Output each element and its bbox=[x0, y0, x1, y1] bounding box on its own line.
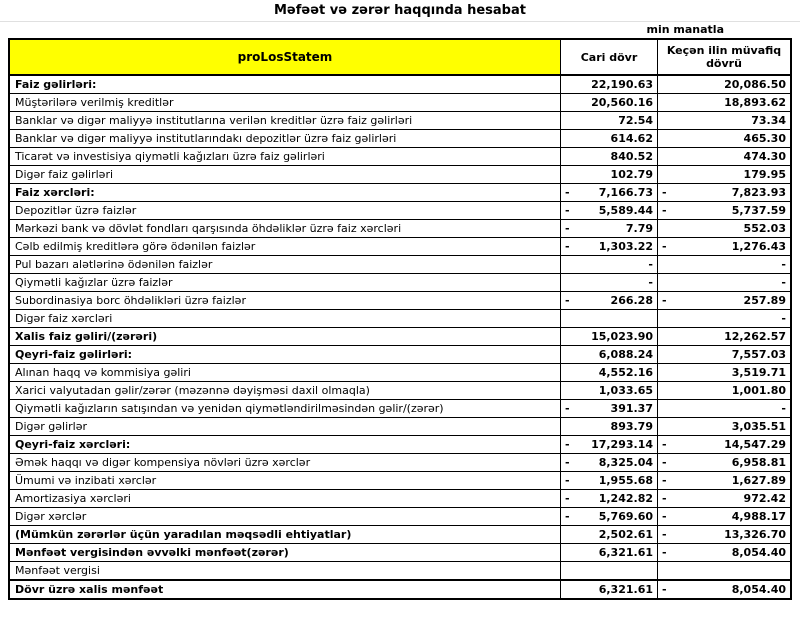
value-previous-period bbox=[658, 400, 790, 417]
value-text: 465.30 bbox=[743, 132, 786, 145]
value-previous-period bbox=[658, 76, 790, 93]
row-label: Depozitlər üzrə faizlər bbox=[10, 202, 561, 219]
value-text: 8,054.40 bbox=[731, 583, 786, 596]
row-label: Müştərilərə verilmiş kreditlər bbox=[10, 94, 561, 111]
table-row bbox=[10, 472, 790, 490]
value-text: 5,737.59 bbox=[731, 204, 786, 217]
value-current-period bbox=[561, 346, 658, 363]
value-text: 6,321.61 bbox=[598, 546, 653, 559]
value-previous-period bbox=[658, 202, 790, 219]
minus-sign: - bbox=[662, 204, 667, 217]
value-previous-period bbox=[658, 472, 790, 489]
value-text: 7,823.93 bbox=[731, 186, 786, 199]
table-row bbox=[10, 274, 790, 292]
table-row bbox=[10, 166, 790, 184]
row-label: Ticarət və investisiya qiymətli kağızları üzrə faiz gəlirləri bbox=[10, 148, 561, 165]
value-text: 15,023.90 bbox=[591, 330, 653, 343]
minus-sign: - bbox=[662, 528, 667, 541]
header-cell-current-period: Cari dövr bbox=[561, 40, 658, 74]
minus-sign: - bbox=[565, 294, 570, 307]
row-label: Mənfəət vergisi bbox=[10, 562, 561, 579]
value-current-period bbox=[561, 184, 658, 201]
value-current-period bbox=[561, 256, 658, 273]
value-text: 6,088.24 bbox=[598, 348, 653, 361]
value-current-period bbox=[561, 490, 658, 507]
value-text: 7,557.03 bbox=[731, 348, 786, 361]
value-text: - bbox=[648, 258, 653, 271]
value-current-period bbox=[561, 418, 658, 435]
value-text: - bbox=[648, 276, 653, 289]
table-row bbox=[10, 364, 790, 382]
table-row bbox=[10, 436, 790, 454]
row-label: Banklar və digər maliyyə institutlarındakı depozitlər üzrə faiz gəlirləri bbox=[10, 130, 561, 147]
minus-sign: - bbox=[662, 474, 667, 487]
table-row bbox=[10, 292, 790, 310]
table-row bbox=[10, 418, 790, 436]
table-row bbox=[10, 346, 790, 364]
row-label: Qeyri-faiz xərcləri: bbox=[10, 436, 561, 453]
table-row bbox=[10, 184, 790, 202]
value-previous-period bbox=[658, 310, 790, 327]
value-current-period bbox=[561, 328, 658, 345]
value-current-period bbox=[561, 148, 658, 165]
value-text: 5,769.60 bbox=[598, 510, 653, 523]
minus-sign: - bbox=[662, 492, 667, 505]
row-label: Faiz xərcləri: bbox=[10, 184, 561, 201]
minus-sign: - bbox=[662, 438, 667, 451]
value-previous-period bbox=[658, 148, 790, 165]
value-previous-period bbox=[658, 220, 790, 237]
table-row bbox=[10, 148, 790, 166]
row-label: Xarici valyutadan gəlir/zərər (məzənnə dəyişməsi daxil olmaqla) bbox=[10, 382, 561, 399]
value-text: 8,054.40 bbox=[731, 546, 786, 559]
value-current-period bbox=[561, 472, 658, 489]
value-previous-period bbox=[658, 418, 790, 435]
row-label: Dövr üzrə xalis mənfəət bbox=[10, 581, 561, 598]
value-text: 13,326.70 bbox=[724, 528, 786, 541]
minus-sign: - bbox=[662, 456, 667, 469]
value-text: 1,627.89 bbox=[731, 474, 786, 487]
row-label: Mərkəzi bank və dövlət fondları qarşısında öhdəliklər üzrə faiz xərcləri bbox=[10, 220, 561, 237]
minus-sign: - bbox=[662, 294, 667, 307]
row-label: Digər xərclər bbox=[10, 508, 561, 525]
row-label: Digər faiz gəlirləri bbox=[10, 166, 561, 183]
value-previous-period bbox=[658, 274, 790, 291]
value-previous-period bbox=[658, 526, 790, 543]
value-text: 20,086.50 bbox=[724, 78, 786, 91]
table-row bbox=[10, 562, 790, 580]
value-text: 22,190.63 bbox=[591, 78, 653, 91]
value-current-period bbox=[561, 400, 658, 417]
minus-sign: - bbox=[662, 186, 667, 199]
table-row bbox=[10, 382, 790, 400]
table-body bbox=[10, 76, 790, 598]
minus-sign: - bbox=[662, 583, 667, 596]
value-text: 72.54 bbox=[618, 114, 653, 127]
table-row bbox=[10, 220, 790, 238]
value-current-period bbox=[561, 562, 658, 579]
table-row bbox=[10, 238, 790, 256]
page-title: Məfəət və zərər haqqında hesabat bbox=[274, 3, 526, 18]
value-text: 14,547.29 bbox=[724, 438, 786, 451]
row-label: Xalis faiz gəliri/(zərəri) bbox=[10, 328, 561, 345]
value-text: 17,293.14 bbox=[591, 438, 653, 451]
minus-sign: - bbox=[565, 240, 570, 253]
value-text: 12,262.57 bbox=[724, 330, 786, 343]
table-row bbox=[10, 130, 790, 148]
value-text: 18,893.62 bbox=[724, 96, 786, 109]
row-label: Digər faiz xərcləri bbox=[10, 310, 561, 327]
row-label: Qiymətli kağızlar üzrə faizlər bbox=[10, 274, 561, 291]
value-current-period bbox=[561, 76, 658, 93]
value-current-period bbox=[561, 508, 658, 525]
value-previous-period bbox=[658, 490, 790, 507]
unit-note: min manatla bbox=[646, 23, 724, 36]
value-current-period bbox=[561, 220, 658, 237]
value-current-period bbox=[561, 544, 658, 561]
table-row bbox=[10, 112, 790, 130]
value-text: 73.34 bbox=[751, 114, 786, 127]
value-previous-period bbox=[658, 436, 790, 453]
value-previous-period bbox=[658, 454, 790, 471]
minus-sign: - bbox=[565, 492, 570, 505]
value-current-period bbox=[561, 112, 658, 129]
value-text: 8,325.04 bbox=[598, 456, 653, 469]
value-current-period bbox=[561, 166, 658, 183]
value-text: 474.30 bbox=[743, 150, 786, 163]
value-previous-period bbox=[658, 544, 790, 561]
value-current-period bbox=[561, 526, 658, 543]
value-current-period bbox=[561, 382, 658, 399]
value-current-period bbox=[561, 274, 658, 291]
value-text: 6,321.61 bbox=[598, 583, 653, 596]
table-row bbox=[10, 526, 790, 544]
value-text: 179.95 bbox=[743, 168, 786, 181]
value-text: 1,001.80 bbox=[731, 384, 786, 397]
value-previous-period bbox=[658, 364, 790, 381]
table-row bbox=[10, 328, 790, 346]
row-label: Subordinasiya borc öhdəlikləri üzrə faizlər bbox=[10, 292, 561, 309]
value-text: 391.37 bbox=[610, 402, 653, 415]
row-label: Ümumi və inzibati xərclər bbox=[10, 472, 561, 489]
row-label: Alınan haqq və kommisiya gəliri bbox=[10, 364, 561, 381]
value-text: 102.79 bbox=[610, 168, 653, 181]
table-row bbox=[10, 454, 790, 472]
value-previous-period bbox=[658, 94, 790, 111]
value-current-period bbox=[561, 581, 658, 598]
value-text: 1,276.43 bbox=[731, 240, 786, 253]
value-text: 1,033.65 bbox=[598, 384, 653, 397]
value-text: 2,502.61 bbox=[598, 528, 653, 541]
value-text: 552.03 bbox=[743, 222, 786, 235]
row-label: Cəlb edilmiş kreditlərə görə ödənilən faizlər bbox=[10, 238, 561, 255]
value-previous-period bbox=[658, 292, 790, 309]
row-label: Banklar və digər maliyyə institutlarına verilən kreditlər üzrə faiz gəlirləri bbox=[10, 112, 561, 129]
value-current-period bbox=[561, 364, 658, 381]
minus-sign: - bbox=[565, 438, 570, 451]
value-previous-period bbox=[658, 346, 790, 363]
value-text: 1,955.68 bbox=[598, 474, 653, 487]
value-text: - bbox=[781, 312, 786, 325]
table-header-row bbox=[10, 40, 790, 76]
minus-sign: - bbox=[565, 402, 570, 415]
value-current-period bbox=[561, 130, 658, 147]
value-text: 257.89 bbox=[743, 294, 786, 307]
value-previous-period bbox=[658, 112, 790, 129]
minus-sign: - bbox=[662, 510, 667, 523]
minus-sign: - bbox=[565, 222, 570, 235]
header-cell-previous-period: Keçən ilin müvafiq dövrü bbox=[666, 44, 782, 70]
value-text: 1,303.22 bbox=[598, 240, 653, 253]
value-previous-period bbox=[658, 238, 790, 255]
value-text: 266.28 bbox=[610, 294, 653, 307]
value-text: 4,988.17 bbox=[731, 510, 786, 523]
value-text: 3,035.51 bbox=[731, 420, 786, 433]
table-row bbox=[10, 490, 790, 508]
value-previous-period bbox=[658, 382, 790, 399]
value-current-period bbox=[561, 454, 658, 471]
minus-sign: - bbox=[662, 546, 667, 559]
table-row bbox=[10, 580, 790, 598]
table-row bbox=[10, 202, 790, 220]
value-current-period bbox=[561, 310, 658, 327]
value-text: 972.42 bbox=[743, 492, 786, 505]
value-text: - bbox=[781, 258, 786, 271]
value-text: 6,958.81 bbox=[731, 456, 786, 469]
value-previous-period bbox=[658, 130, 790, 147]
value-text: 5,589.44 bbox=[598, 204, 653, 217]
profit-loss-table bbox=[8, 38, 792, 600]
table-row bbox=[10, 310, 790, 328]
title-bar bbox=[0, 0, 800, 22]
table-row bbox=[10, 94, 790, 112]
value-previous-period bbox=[658, 328, 790, 345]
value-text: 614.62 bbox=[610, 132, 653, 145]
value-previous-period bbox=[658, 581, 790, 598]
table-row bbox=[10, 508, 790, 526]
row-label: Faiz gəlirləri: bbox=[10, 76, 561, 93]
value-current-period bbox=[561, 202, 658, 219]
value-text: - bbox=[781, 276, 786, 289]
minus-sign: - bbox=[662, 240, 667, 253]
minus-sign: - bbox=[565, 204, 570, 217]
value-current-period bbox=[561, 292, 658, 309]
value-previous-period bbox=[658, 256, 790, 273]
table-row bbox=[10, 544, 790, 562]
row-label: Qeyri-faiz gəlirləri: bbox=[10, 346, 561, 363]
row-label: Mənfəət vergisindən əvvəlki mənfəət(zərər) bbox=[10, 544, 561, 561]
row-label: Əmək haqqı və digər kompensiya növləri üzrə xərclər bbox=[10, 454, 561, 471]
value-current-period bbox=[561, 238, 658, 255]
value-text: - bbox=[781, 402, 786, 415]
value-current-period bbox=[561, 94, 658, 111]
value-current-period bbox=[561, 436, 658, 453]
value-previous-period bbox=[658, 166, 790, 183]
minus-sign: - bbox=[565, 474, 570, 487]
row-label: Amortizasiya xərcləri bbox=[10, 490, 561, 507]
table-row bbox=[10, 400, 790, 418]
value-text: 20,560.16 bbox=[591, 96, 653, 109]
value-text: 4,552.16 bbox=[598, 366, 653, 379]
row-label: Pul bazarı alətlərinə ödənilən faizlər bbox=[10, 256, 561, 273]
table-row bbox=[10, 256, 790, 274]
table-row bbox=[10, 76, 790, 94]
header-cell-label: proLosStatem bbox=[10, 40, 561, 74]
value-previous-period bbox=[658, 562, 790, 579]
value-text: 1,242.82 bbox=[598, 492, 653, 505]
minus-sign: - bbox=[565, 456, 570, 469]
value-text: 7,166.73 bbox=[598, 186, 653, 199]
value-previous-period bbox=[658, 508, 790, 525]
row-label: Digər gəlirlər bbox=[10, 418, 561, 435]
row-label: (Mümkün zərərlər üçün yaradılan məqsədli ehtiyatlar) bbox=[10, 526, 561, 543]
minus-sign: - bbox=[565, 186, 570, 199]
value-text: 840.52 bbox=[610, 150, 653, 163]
minus-sign: - bbox=[565, 510, 570, 523]
row-label: Qiymətli kağızların satışından və yenidən qiymətləndirilməsindən gəlir/(zərər) bbox=[10, 400, 561, 417]
value-text: 893.79 bbox=[610, 420, 653, 433]
value-previous-period bbox=[658, 184, 790, 201]
value-text: 7.79 bbox=[625, 222, 653, 235]
value-text: 3,519.71 bbox=[731, 366, 786, 379]
